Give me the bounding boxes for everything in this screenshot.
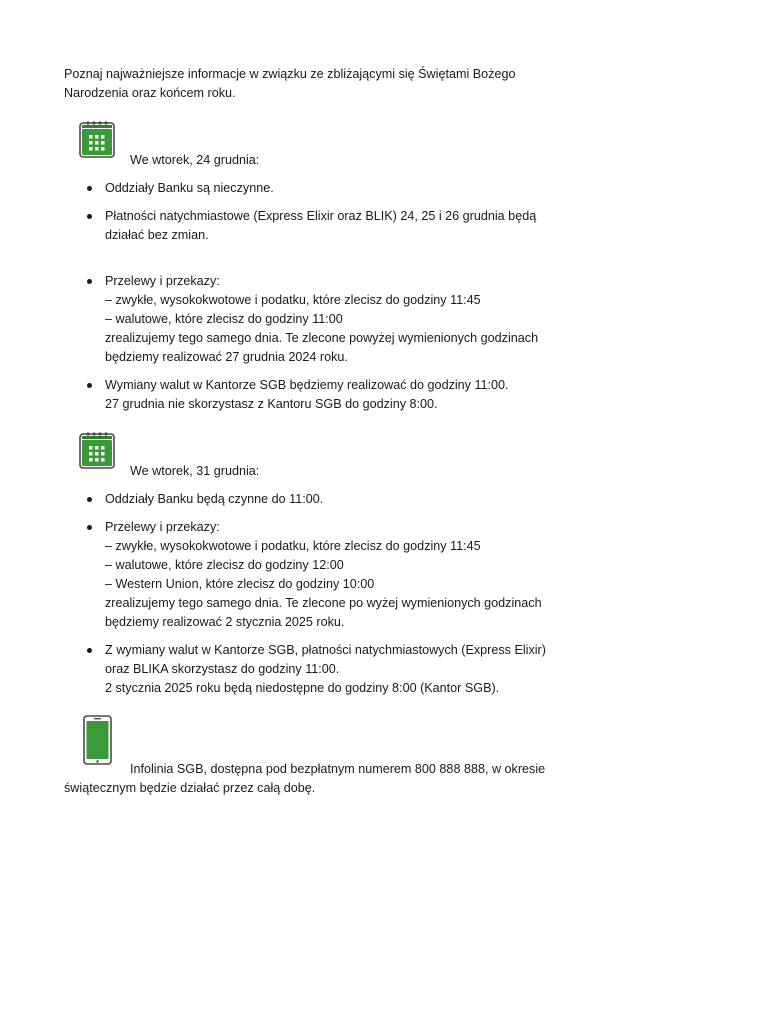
list-item: Przelewy i przekazy: – zwykłe, wysokokwotowe i podatku, które zlecisz do godziny 11:45 – walutowe, które zlecisz do godziny 11:00 zrealizujemy tego samego dnia. Te zlecone powyżej wymienionych godzinach będziemy realizować 27 grudnia 2024 roku.: [64, 272, 564, 367]
section-heading-24-december: We wtorek, 24 grudnia:: [130, 153, 260, 167]
list-item: Płatności natychmiastowe (Express Elixir oraz BLIK) 24, 25 i 26 grudnia będą działać bez zmian.: [64, 207, 564, 245]
list-item: Oddziały Banku są nieczynne.: [64, 179, 564, 198]
section1-list: [64, 179, 564, 414]
list-item: Oddziały Banku będą czynne do 11:00.: [64, 490, 564, 509]
section-heading-31-december: We wtorek, 31 grudnia:: [130, 464, 260, 478]
section2-list: [64, 490, 564, 698]
intro-paragraph: Poznaj najważniejsze informacje w związku ze zbliżającymi się Świętami Bożego Narodzenia oraz końcem roku.: [64, 67, 516, 100]
calendar-icon: [79, 431, 115, 472]
list-item: Przelewy i przekazy: – zwykłe, wysokokwotowe i podatku, które zlecisz do godziny 11:45 – walutowe, które zlecisz do godziny 12:00 – Western Union, które zlecisz do godziny 10:00 zrealizujemy tego samego dnia. Te zlecone po wyżej wymienionych godzinach będziemy realizować 2 stycznia 2025 roku.: [64, 518, 564, 632]
calendar-icon: [79, 120, 115, 161]
infoline-paragraph: Infolinia SGB, dostępna pod bezpłatnym numerem 800 888 888, w okresie świątecznym będzie działać przez całą dobę.: [64, 762, 546, 795]
list-item: Z wymiany walut w Kantorze SGB, płatności natychmiastowych (Express Elixir) oraz BLIKA skorzystasz do godziny 11:00. 2 stycznia 2025 roku będą niedostępne do godziny 8:00 (Kantor SGB).: [64, 641, 564, 698]
list-item: Wymiany walut w Kantorze SGB będziemy realizować do godziny 11:00. 27 grudnia nie skorzystasz z Kantoru SGB do godziny 8:00.: [64, 376, 564, 414]
